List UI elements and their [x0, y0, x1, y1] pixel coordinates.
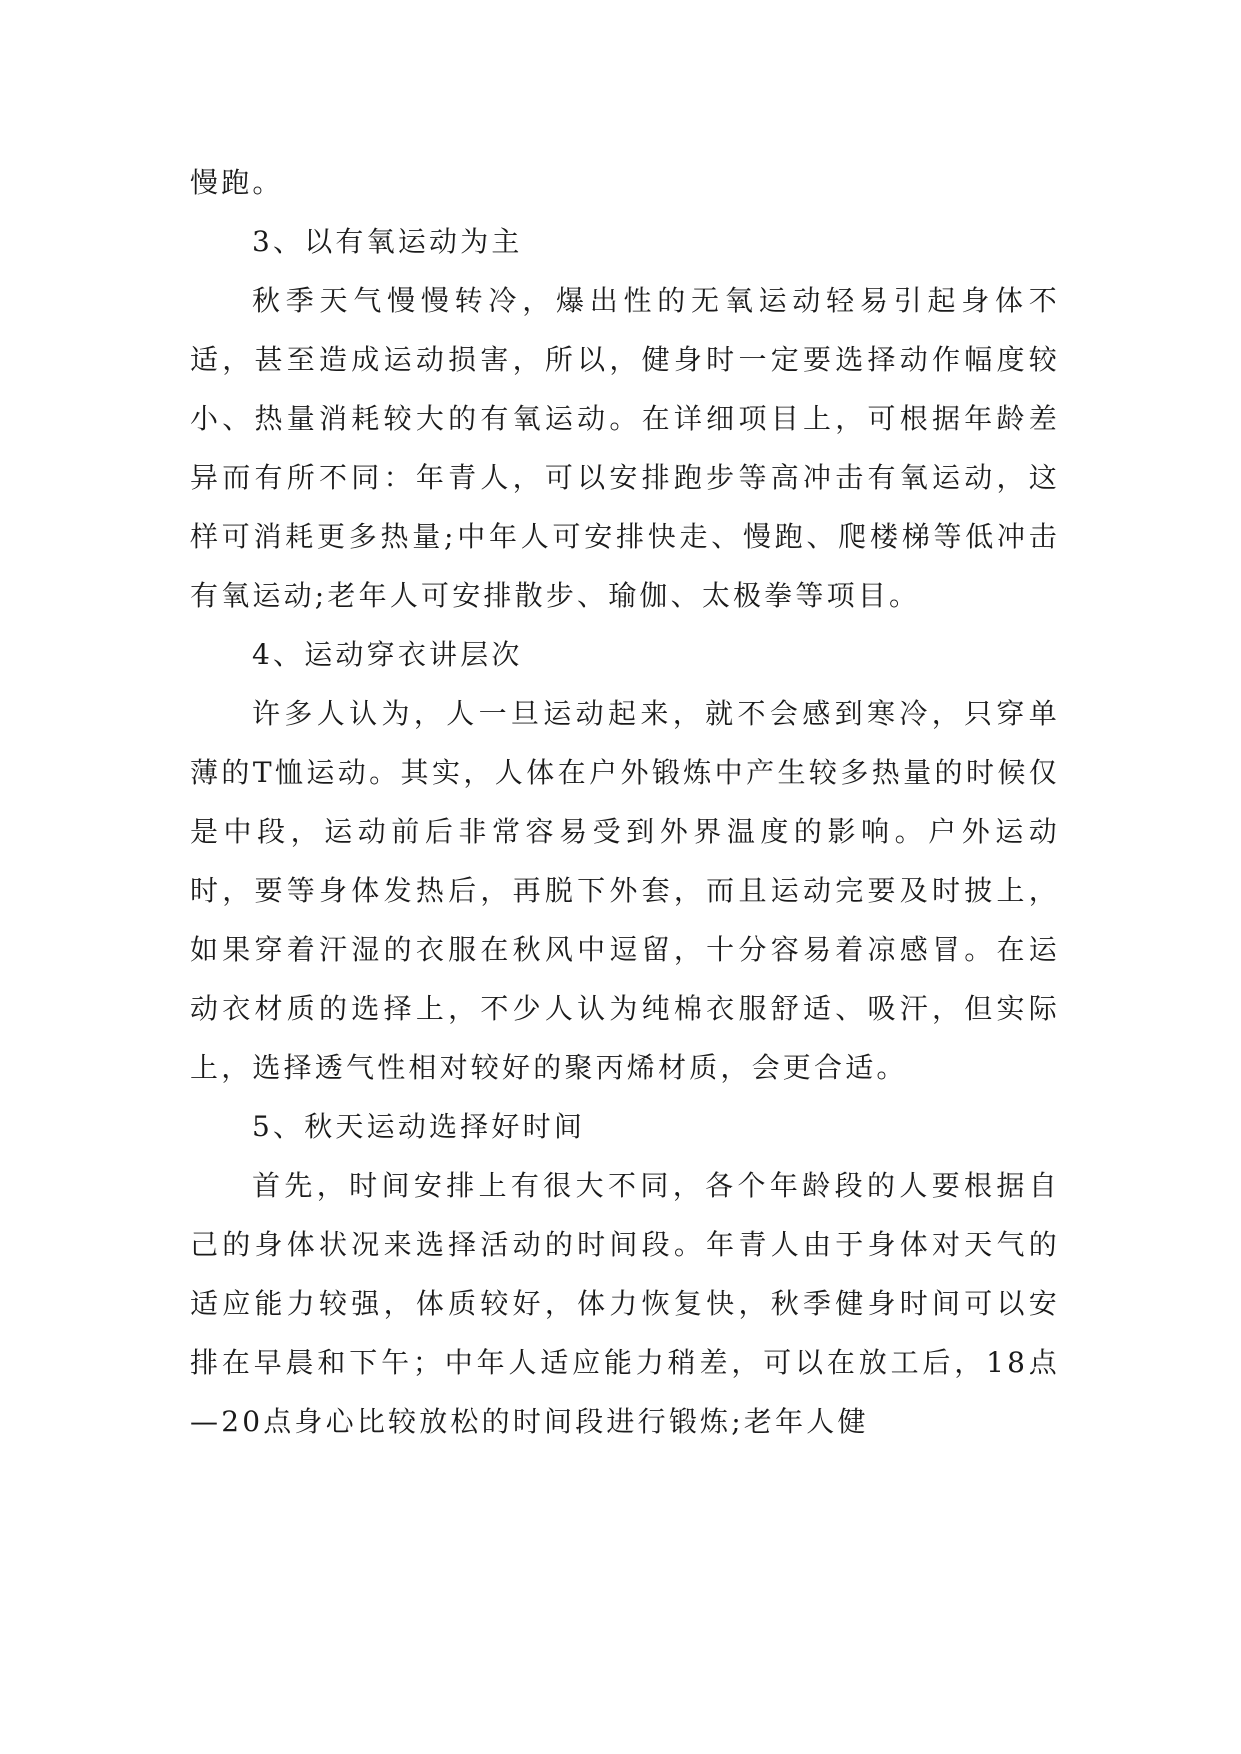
- document-body: [190, 153, 1060, 1451]
- section-heading-4: 4、运动穿衣讲层次: [252, 638, 523, 671]
- continuation-text: 慢跑。: [190, 166, 284, 199]
- section-paragraph-4: 许多人认为，人一旦运动起来，就不会感到寒冷，只穿单薄的T恤运动。其实，人体在户外锻炼中产生较多热量的时候仅是中段，运动前后非常容易受到外界温度的影响。户外运动时，要等身体发热后，再脱下外套，而且运动完要及时披上，如果穿着汗湿的衣服在秋风中逗留，十分容易着凉感冒。在运动衣材质的选择上，不少人认为纯棉衣服舒适、吸汗，但实际上，选择透气性相对较好的聚丙烯材质，会更合适。: [190, 697, 1060, 1084]
- section-paragraph-3: 秋季天气慢慢转冷，爆出性的无氧运动轻易引起身体不适，甚至造成运动损害，所以，健身时一定要选择动作幅度较小、热量消耗较大的有氧运动。在详细项目上，可根据年龄差异而有所不同：年青人，可以安排跑步等高冲击有氧运动，这样可消耗更多热量;中年人可安排快走、慢跑、爬楼梯等低冲击有氧运动;老年人可安排散步、瑜伽、太极拳等项目。: [190, 284, 1060, 612]
- section-heading-3: 3、以有氧运动为主: [252, 225, 523, 258]
- section-heading-5: 5、秋天运动选择好时间: [252, 1110, 586, 1143]
- section-paragraph-5: 首先，时间安排上有很大不同，各个年龄段的人要根据自己的身体状况来选择活动的时间段。年青人由于身体对天气的适应能力较强，体质较好，体力恢复快，秋季健身时间可以安排在早晨和下午；中年人适应能力稍差，可以在放工后，18点—20点身心比较放松的时间段进行锻炼;老年人健: [190, 1169, 1060, 1438]
